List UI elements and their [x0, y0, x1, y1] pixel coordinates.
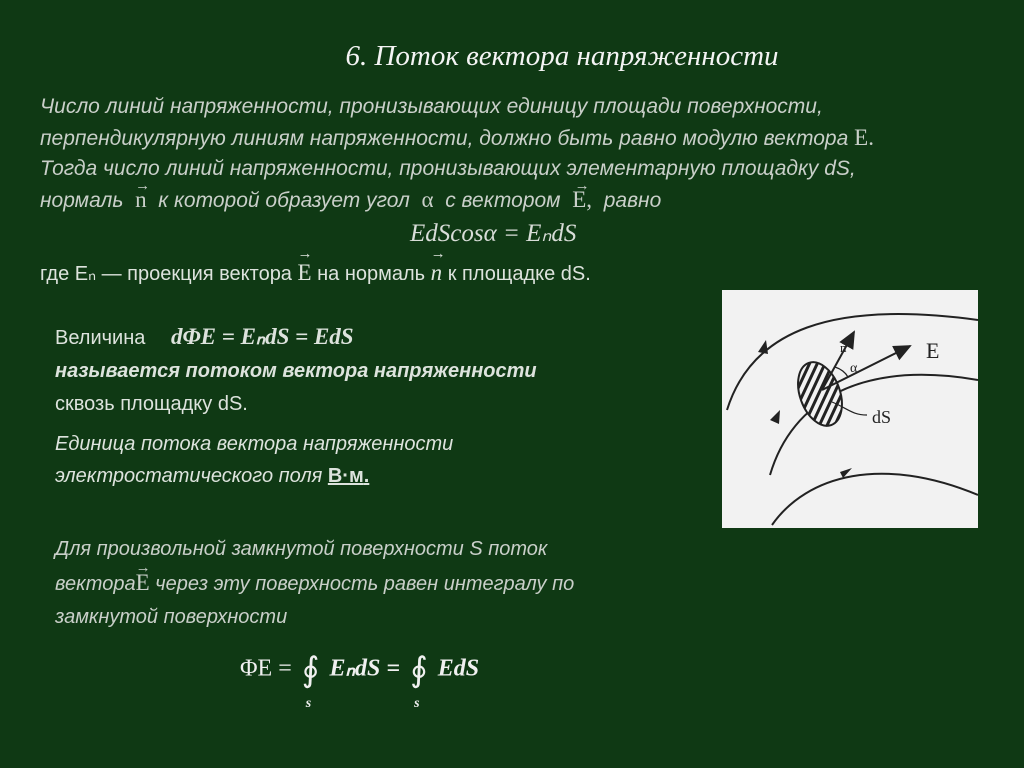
field-line-3: [772, 474, 978, 525]
vector-e-symbol: E.: [854, 124, 874, 150]
label-ds: dS: [872, 407, 892, 427]
contour-integral-symbol-1: ∮ s: [301, 652, 320, 711]
closed-surface-integral: ΦE = ∮ s EₙdS = ∮ s EdS: [240, 652, 480, 711]
closed-surface-text: Для произвольной замкнутой поверхности S поток вектора→ E через эту поверхность равен интегралу по замкнутой поверхности: [55, 533, 695, 634]
alpha-symbol: α: [421, 186, 434, 212]
flux-formula-line: Величина dΦE = EₙdS = EdS: [55, 324, 354, 349]
flux-diagram-svg: [722, 290, 978, 528]
intro-line-4: нормаль → n к которой образует угол α с вектором → E, равно: [40, 185, 1000, 217]
normal-n-symbol: → n: [135, 185, 147, 216]
intro-line-1: Число линий напряженности, пронизывающих единицу площади поверхности,: [40, 95, 823, 118]
label-n: n: [840, 340, 847, 355]
normal-n-symbol-2: → n: [431, 260, 443, 286]
flux-diagram: [722, 290, 978, 528]
slide-title: 6. Поток вектора напряженности: [345, 40, 779, 72]
vector-e-symbol-4: → E: [136, 566, 150, 599]
label-alpha: α: [850, 361, 858, 376]
intro-line-2: перпендикулярную линиям напряженности, должно быть равно модулю вектора E.: [40, 124, 874, 150]
vector-e-symbol-2: → E,: [572, 185, 592, 216]
vector-e-symbol-3: → E: [298, 260, 312, 286]
flux-formula: dΦE = EₙdS = EdS: [170, 324, 354, 349]
projection-note: где Eₙ — проекция вектора → E на нормаль → n к площадке dS.: [40, 260, 591, 286]
intro-paragraph: [40, 92, 1000, 216]
intro-line-3: Тогда число линий напряженности, пронизывающих элементарную площадку dS,: [40, 157, 856, 180]
flux-unit: Единица потока вектора напряженности электростатического поля В·м.: [55, 433, 454, 487]
label-e: E: [926, 338, 940, 363]
flux-definition: [55, 320, 675, 421]
flux-name: называется потоком вектора напряженности: [55, 360, 537, 382]
formula-edscos: EdScosα = EₙdS: [410, 220, 577, 247]
unit-value: В·м: [327, 465, 364, 487]
flux-through: сквозь площадку dS.: [55, 393, 248, 415]
contour-integral-symbol-2: ∮ s: [410, 652, 428, 711]
